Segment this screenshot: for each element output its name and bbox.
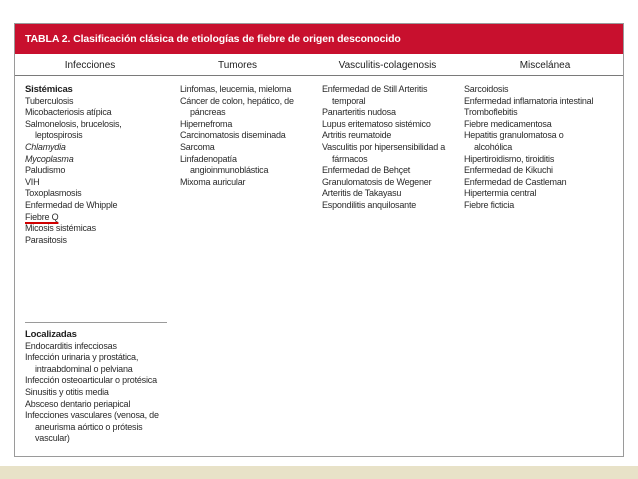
list-item-text: Lupus eritematoso sistémico bbox=[322, 118, 431, 129]
list-item bbox=[25, 375, 159, 387]
list-tumores bbox=[180, 84, 294, 188]
list-item bbox=[322, 177, 445, 189]
list-item bbox=[25, 212, 122, 224]
list-item-text: Espondilitis anquilosante bbox=[322, 199, 417, 210]
list-item bbox=[25, 165, 122, 177]
list-item bbox=[25, 130, 122, 142]
list-item-text: Sarcoidosis bbox=[464, 84, 509, 94]
list-item-text: Tuberculosis bbox=[25, 95, 74, 106]
list-item bbox=[180, 96, 294, 108]
list-item-text: Infección urinaria y prostática, bbox=[25, 352, 139, 363]
header-vasculitis: Vasculitis-colagenosis bbox=[338, 60, 437, 71]
list-item bbox=[25, 142, 122, 154]
list-sistemicas bbox=[25, 96, 122, 247]
list-item-text: intraabdominal o pelviana bbox=[35, 363, 133, 374]
list-item bbox=[322, 84, 445, 96]
list-item-text: Hipernefroma bbox=[180, 118, 233, 129]
list-item bbox=[25, 177, 122, 189]
list-item-text: Carcinomatosis diseminada bbox=[180, 130, 286, 141]
list-item-text: Toxoplasmosis bbox=[25, 188, 82, 199]
list-item bbox=[25, 154, 122, 166]
list-item bbox=[25, 341, 159, 353]
column-vasculitis bbox=[322, 84, 445, 212]
list-item bbox=[25, 433, 159, 445]
list-item-text: Mixoma auricular bbox=[180, 176, 246, 187]
list-item-text: Enfermedad de Kikuchi bbox=[464, 165, 553, 176]
list-item-text: Infecciones vasculares (venosa, de bbox=[25, 410, 159, 421]
list-item-text: Tromboflebitis bbox=[464, 107, 518, 118]
list-item-text: Micobacteriosis atípica bbox=[25, 107, 112, 118]
header-miscelanea: Miscelánea bbox=[519, 60, 571, 71]
list-item bbox=[464, 119, 593, 131]
column-infecciones-sistemicas bbox=[25, 84, 122, 246]
list-item bbox=[25, 96, 122, 108]
list-item-text: Arteritis de Takayasu bbox=[322, 188, 402, 199]
column-miscelanea bbox=[464, 84, 593, 212]
list-item-text: vascular) bbox=[35, 433, 70, 444]
group-divider bbox=[25, 322, 167, 323]
list-item-text: Infección osteoarticular o protésica bbox=[25, 375, 157, 386]
list-vasculitis bbox=[322, 84, 445, 212]
list-item-text: VIH bbox=[25, 176, 40, 187]
etiology-table bbox=[14, 23, 624, 457]
list-item bbox=[25, 223, 122, 235]
list-item bbox=[180, 165, 294, 177]
list-item-text: Hipertiroidismo, tiroiditis bbox=[464, 153, 555, 164]
list-item bbox=[322, 154, 445, 166]
list-item bbox=[322, 119, 445, 131]
list-item-text: Panarteritis nudosa bbox=[322, 107, 396, 118]
list-item-text: Enfermedad de Still Arteritis bbox=[322, 84, 428, 94]
list-item bbox=[464, 142, 593, 154]
list-item bbox=[180, 119, 294, 131]
header-infecciones: Infecciones bbox=[64, 60, 116, 71]
list-item-text: angioinmunoblástica bbox=[190, 165, 269, 176]
list-item-text: Sinusitis y otitis media bbox=[25, 386, 109, 397]
list-item-text: Parasitosis bbox=[25, 234, 67, 245]
list-item bbox=[322, 107, 445, 119]
list-item-text: Chlamydia bbox=[25, 141, 66, 152]
list-item bbox=[180, 130, 294, 142]
list-item-text: Granulomatosis de Wegener bbox=[322, 176, 432, 187]
list-item bbox=[464, 165, 593, 177]
group-title-sistemicas: Sistémicas bbox=[25, 84, 73, 95]
list-item-text: Linfadenopatía bbox=[180, 153, 237, 164]
list-item bbox=[322, 165, 445, 177]
list-item bbox=[322, 142, 445, 154]
list-item bbox=[25, 352, 159, 364]
list-item bbox=[180, 84, 294, 96]
table-header-row bbox=[15, 54, 623, 76]
list-item-text: Enfermedad de Whipple bbox=[25, 199, 118, 210]
list-item-text: alcohólica bbox=[474, 141, 513, 152]
list-item-text: Fiebre ficticia bbox=[464, 199, 515, 210]
group-title-localizadas: Localizadas bbox=[25, 329, 77, 340]
list-item bbox=[322, 96, 445, 108]
list-item-text: Linfomas, leucemia, mieloma bbox=[180, 84, 292, 94]
list-item bbox=[25, 235, 122, 247]
list-item bbox=[464, 200, 593, 212]
list-item-text: leptospirosis bbox=[35, 130, 83, 141]
list-item bbox=[25, 364, 159, 376]
list-item-text: Micosis sistémicas bbox=[25, 223, 96, 234]
list-item-text: Hepatitis granulomatosa o bbox=[464, 130, 564, 141]
list-item-text: Fiebre medicamentosa bbox=[464, 118, 552, 129]
list-item bbox=[464, 130, 593, 142]
list-item bbox=[25, 410, 159, 422]
list-item-text: Fiebre Q bbox=[25, 211, 59, 222]
list-item bbox=[25, 387, 159, 399]
list-item-text: Hipertermia central bbox=[464, 188, 537, 199]
list-item-text: Endocarditis infecciosas bbox=[25, 340, 117, 351]
list-item bbox=[180, 107, 294, 119]
list-item bbox=[464, 107, 593, 119]
list-localizadas bbox=[25, 341, 159, 445]
header-tumores: Tumores bbox=[217, 60, 258, 71]
list-item-text: Sarcoma bbox=[180, 141, 215, 152]
list-item bbox=[322, 130, 445, 142]
table-title: TABLA 2. Clasificación clásica de etiologías de fiebre de origen desconocido bbox=[15, 24, 623, 54]
list-item bbox=[25, 399, 159, 411]
list-item bbox=[25, 422, 159, 434]
list-item bbox=[322, 188, 445, 200]
column-infecciones-localizadas bbox=[25, 329, 159, 445]
list-item bbox=[180, 154, 294, 166]
list-item-text: Salmonelosis, brucelosis, bbox=[25, 118, 122, 129]
list-item-text: Vasculitis por hipersensibilidad a bbox=[322, 141, 446, 152]
list-item-text: temporal bbox=[332, 95, 366, 106]
list-item bbox=[464, 154, 593, 166]
list-item bbox=[322, 200, 445, 212]
list-item-text: Absceso dentario periapical bbox=[25, 398, 131, 409]
list-item bbox=[25, 200, 122, 212]
list-item bbox=[25, 107, 122, 119]
list-item bbox=[464, 96, 593, 108]
list-item-text: fármacos bbox=[332, 153, 368, 164]
list-item-text: Enfermedad inflamatoria intestinal bbox=[464, 95, 594, 106]
list-item-text: Cáncer de colon, hepático, de bbox=[180, 95, 294, 106]
bottom-band bbox=[0, 466, 638, 479]
list-item bbox=[180, 142, 294, 154]
list-item-text: Enfermedad de Behçet bbox=[322, 165, 411, 176]
list-item bbox=[464, 84, 593, 96]
list-item bbox=[464, 188, 593, 200]
column-tumores bbox=[180, 84, 294, 188]
list-item-text: Artritis reumatoide bbox=[322, 130, 392, 141]
list-item bbox=[25, 188, 122, 200]
list-item-text: Enfermedad de Castleman bbox=[464, 176, 567, 187]
list-item-text: Mycoplasma bbox=[25, 153, 74, 164]
list-item bbox=[464, 177, 593, 189]
list-item-text: aneurisma aórtico o prótesis bbox=[35, 421, 143, 432]
list-miscelanea bbox=[464, 84, 593, 212]
list-item bbox=[25, 119, 122, 131]
list-item-text: Paludismo bbox=[25, 165, 66, 176]
list-item-text: páncreas bbox=[190, 107, 226, 118]
list-item bbox=[180, 177, 294, 189]
